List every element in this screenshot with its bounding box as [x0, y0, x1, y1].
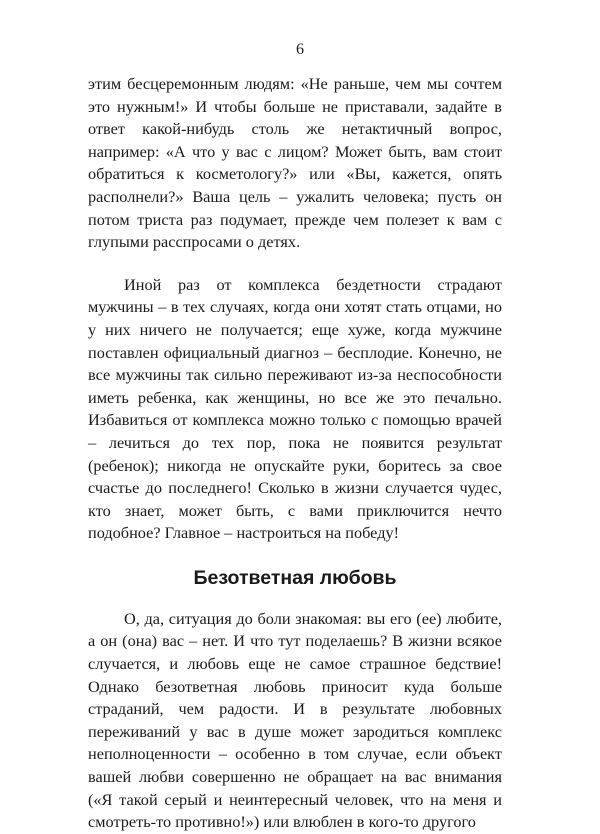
paragraph-spacer	[88, 254, 502, 274]
paragraph-2: Иной раз от комплекса бездетности страдают мужчины – в тех случаях, когда они хотят стать отцами, но у них ничего не получается; еще хуже, когда мужчине поставлен официальный диагноз – бесплодие. Конечно, не все мужчины так сильно переживают из-за неспособности иметь ребенка, как женщины, но все же это печально. Избавиться от комплекса можно только с помощью врачей – лечиться до тех пор, пока не появится результат (ребенок); никогда не опускайте руки, боритесь за свое счастье до последнего! Сколько в жизни случается чудес, кто знает, может быть, с вами приключится нечто подобное? Главное – настроиться на победу!	[88, 274, 502, 543]
page-number: 6	[296, 41, 304, 58]
page-body	[88, 73, 502, 834]
paragraph-1: этим бесцеремонным людям: «Не раньше, чем мы сочтем это нужным!» И чтобы больше не приставали, задайте в ответ какой-нибудь столь же нетактичный вопрос, например: «А что у вас с лицом? Может быть, вам стоит обратиться к косметологу?» или «Вы, кажется, опять располнели?» Ваша цель – ужалить человека; пусть он потом триста раз подумает, прежде чем полезет к вам с глупыми расспросами о детях.	[88, 74, 502, 252]
paragraph-3: О, да, ситуация до боли знакомая: вы его (ее) любите, а он (она) вас – нет. И что тут поделаешь? В жизни всякое случается, и любовь еще не самое страшное бедствие! Однако безответная любовь приносит куда больше страданий, чем радости. И в результате любовных переживаний у вас в душе может зародиться комплекс неполноценности – особенно в том случае, если объект вашей любви совершенно не обращает на вас внимания («Я такой серый и неинтересный человек, что на меня и смотреть-то противно!») или влюблен в кого-то другого	[88, 608, 502, 832]
section-heading: Безответная любовь	[193, 566, 397, 589]
